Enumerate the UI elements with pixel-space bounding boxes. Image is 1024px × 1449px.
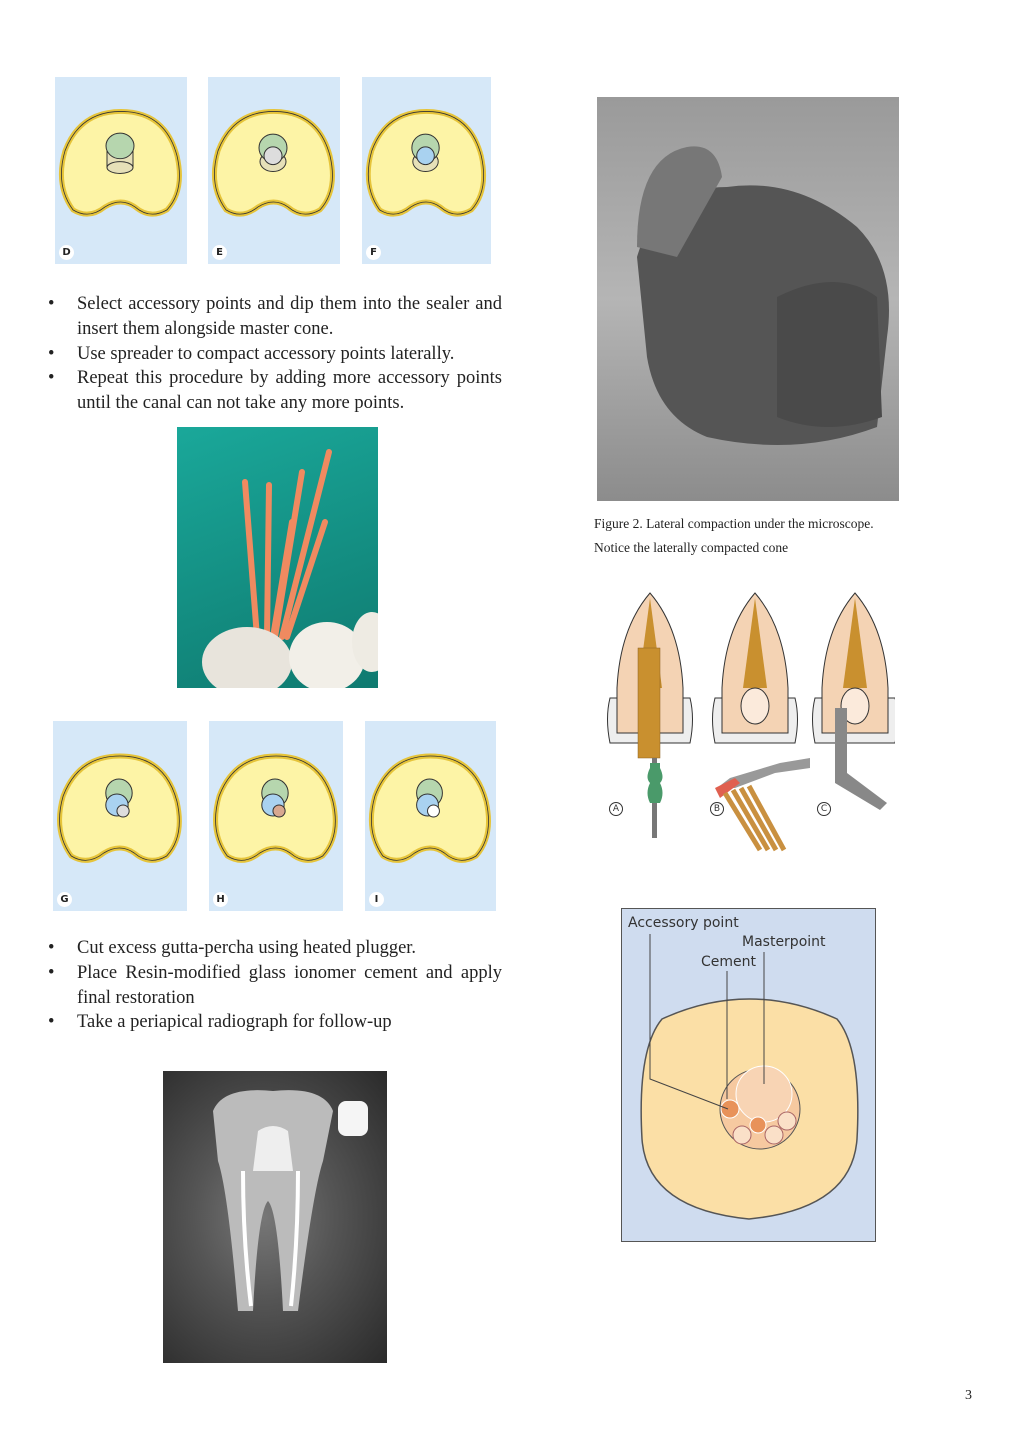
cross-section-panel-e (208, 77, 340, 264)
bullet-item: • Place Resin-modified glass ionomer cement and apply final restoration (50, 961, 502, 1011)
label-masterpoint: Masterpoint (742, 934, 826, 950)
caption-line: Notice the laterally compacted cone (594, 540, 789, 555)
step-label-a: A (609, 802, 623, 816)
panel-label: E (212, 245, 227, 260)
page-number: 3 (965, 1388, 972, 1403)
periapical-radiograph (163, 1071, 387, 1363)
label-accessory-point: Accessory point (628, 915, 739, 931)
panel-label: I (369, 892, 384, 907)
cross-section-panel-f (362, 77, 491, 264)
cross-section-panel-g (53, 721, 187, 911)
step-label-c: C (817, 802, 831, 816)
bullet-list-lateral-compaction (50, 292, 502, 416)
panel-label: G (57, 892, 72, 907)
panel-label: D (59, 245, 74, 260)
cross-section-panel-h (209, 721, 343, 911)
sem-micrograph-lateral-compaction (597, 97, 899, 501)
caption-line: Figure 2. Lateral compaction under the microscope. (594, 516, 874, 531)
bullet-item: • Select accessory points and dip them into the sealer and insert them alongside master cone. (50, 292, 502, 342)
compaction-steps-diagram (595, 588, 895, 858)
figure-caption (594, 512, 874, 560)
bullet-item: • Cut excess gutta-percha using heated plugger. (50, 936, 502, 961)
bullet-item: • Take a periapical radiograph for follow-up (50, 1010, 502, 1035)
bullet-item: • Use spreader to compact accessory points laterally. (50, 342, 502, 367)
photo-gutta-percha-points (177, 427, 378, 688)
step-label-b: B (710, 802, 724, 816)
canal-cross-section-diagram (621, 908, 876, 1242)
cross-section-panel-i (365, 721, 496, 911)
bullet-list-final-steps (50, 936, 502, 1035)
label-cement: Cement (701, 954, 757, 970)
bullet-item: • Repeat this procedure by adding more accessory points until the canal can not take any more points. (50, 366, 502, 416)
panel-label: H (213, 892, 228, 907)
cross-section-panel-d (55, 77, 187, 264)
panel-label: F (366, 245, 381, 260)
